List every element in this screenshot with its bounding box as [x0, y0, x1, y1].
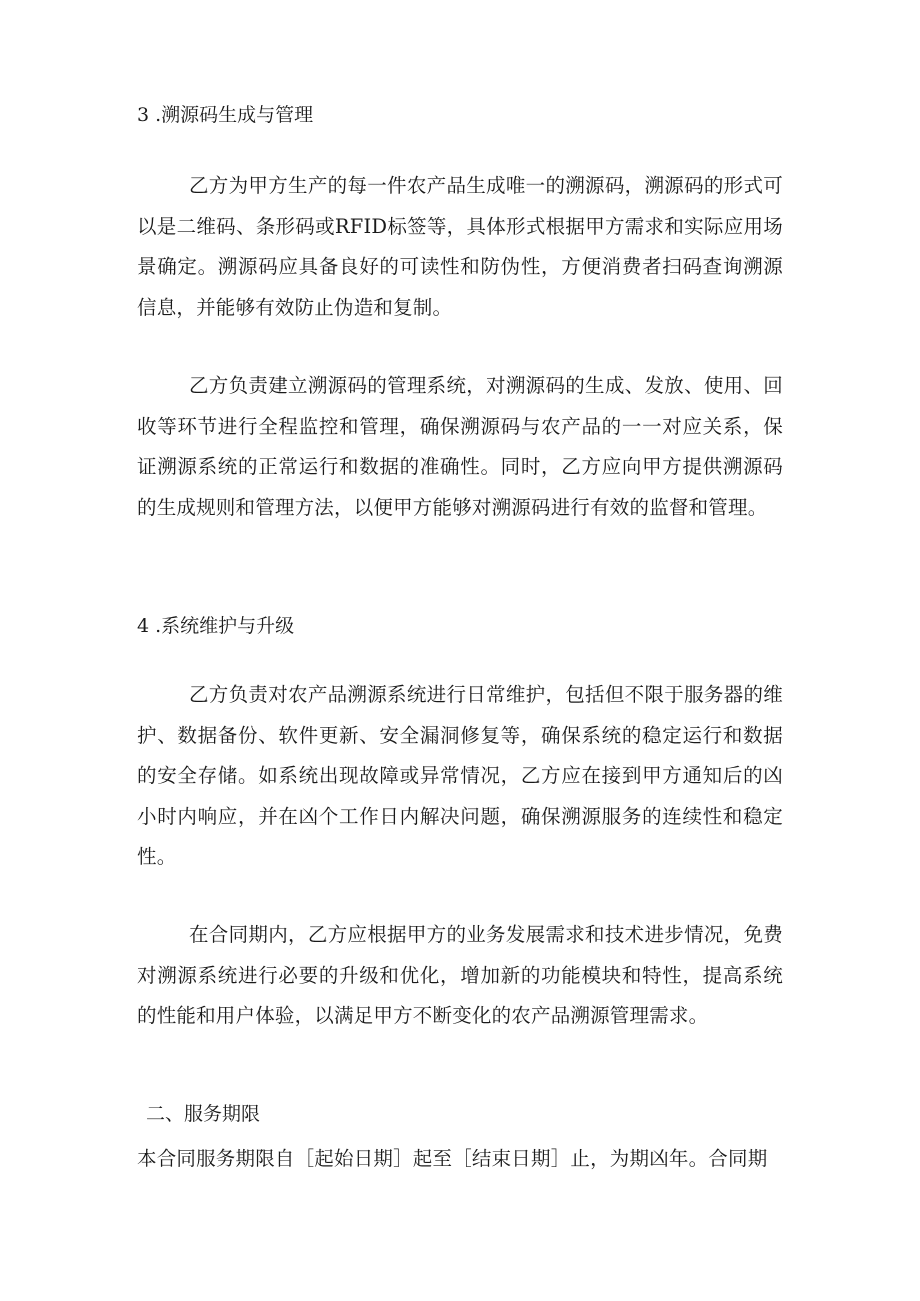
section-4-heading: 4 .系统维护与升级	[137, 615, 295, 637]
section-3-heading: 3 .溯源码生成与管理	[137, 104, 314, 126]
section-3-paragraph-2: 乙方负责建立溯源码的管理系统，对溯源码的生成、发放、使用、回收等环节进行全程监控和管理，确保溯源码与农产品的一一对应关系，保证溯源系统的正常运行和数据的准确性。同时，乙方应向甲方提供溯源码的生成规则和管理方法，以便甲方能够对溯源码进行有效的监督和管理。	[137, 374, 783, 519]
service-period-paragraph: 本合同服务期限自［起始日期］起至［结束日期］止，为期凶年。合同期	[137, 1147, 768, 1170]
section-4-paragraph-2: 在合同期内，乙方应根据甲方的业务发展需求和技术进步情况，免费对溯源系统进行必要的升级和优化，增加新的功能模块和特性，提高系统的性能和用户体验，以满足甲方不断变化的农产品溯源管理需求。	[137, 923, 783, 1027]
section-3-paragraph-1: 乙方为甲方生产的每一件农产品生成唯一的溯源码，溯源码的形式可以是二维码、条形码或RFID标签等，具体形式根据甲方需求和实际应用场景确定。溯源码应具备良好的可读性和防伪性，方便消费者扫码查询溯源信息，并能够有效防止伪造和复制。	[137, 174, 783, 319]
service-period-heading: 二、服务期限	[146, 1103, 261, 1125]
section-4-paragraph-1: 乙方负责对农产品溯源系统进行日常维护，包括但不限于服务器的维护、数据备份、软件更新、安全漏洞修复等，确保系统的稳定运行和数据的安全存储。如系统出现故障或异常情况，乙方应在接到甲方通知后的凶小时内响应，并在凶个工作日内解决问题，确保溯源服务的连续性和稳定性。	[137, 683, 783, 868]
